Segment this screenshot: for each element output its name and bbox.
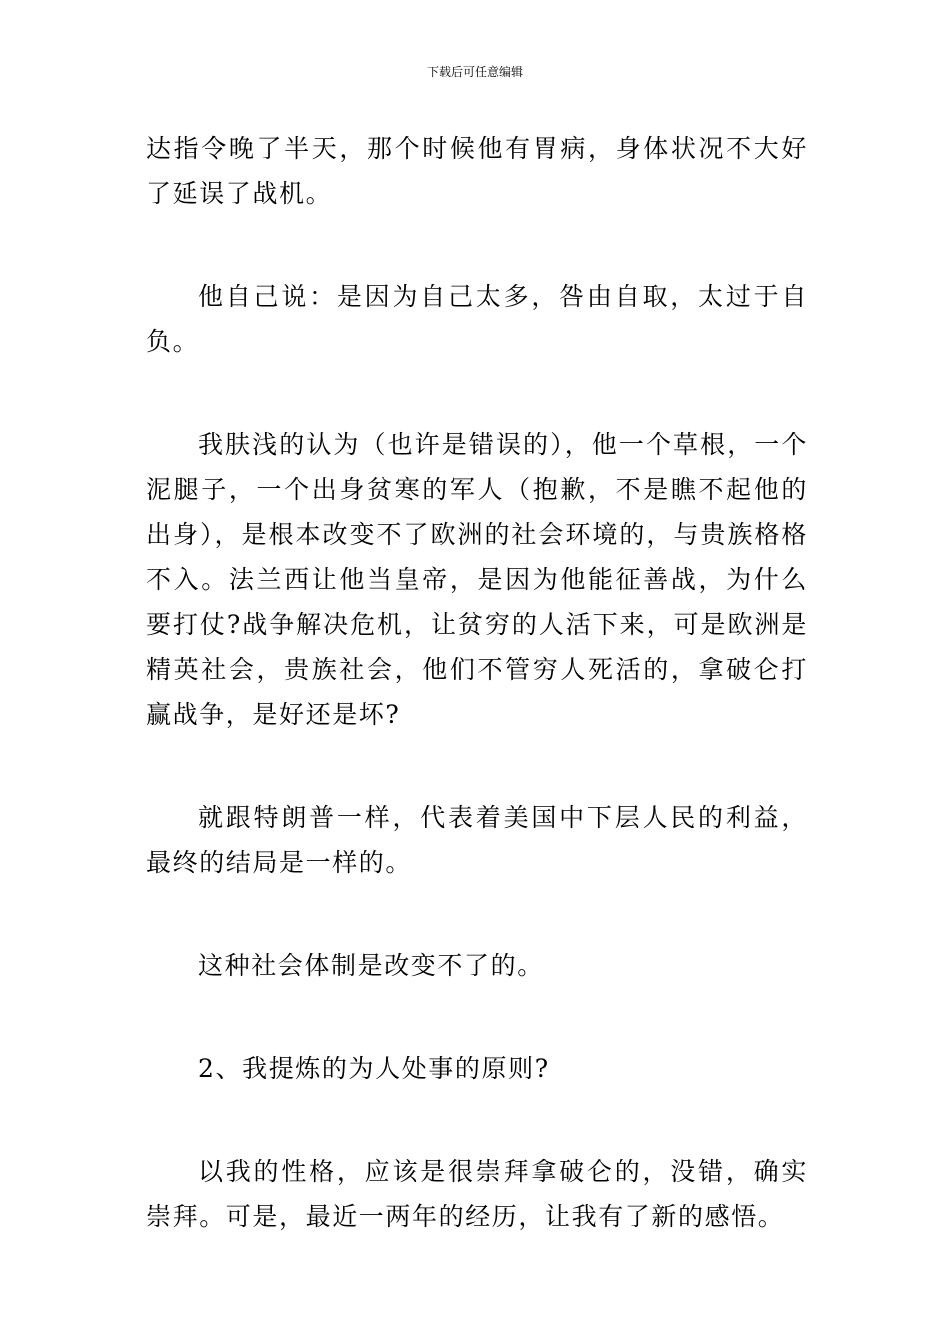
page-header: 下载后可任意编辑 <box>426 65 523 79</box>
paragraph-continuation: 达指令晚了半天，那个时候他有胃病，身体状况不大好了延误了战机。 <box>146 134 808 208</box>
section-heading: 2、我提炼的为人处事的原则? <box>198 1054 550 1083</box>
document-body <box>146 126 808 1239</box>
paragraph: 就跟特朗普一样，代表着美国中下层人民的利益，最终的结局是一样的。 <box>146 803 808 877</box>
paragraph: 我肤浅的认为（也许是错误的），他一个草根，一个泥腿子，一个出身贫寒的军人（抱歉，不是瞧不起他的出身），是根本改变不了欧洲的社会环境的，与贵族格格不入。法兰西让他当皇帝，是因为他能征善战，为什么要打仗?战争解决危机，让贫穷的人活下来，可是欧洲是精英社会，贵族社会，他们不管穷人死活的，拿破仑打赢战争，是好还是坏? <box>146 430 808 729</box>
paragraph: 他自己说：是因为自己太多，咎由自取，太过于自负。 <box>146 282 808 356</box>
paragraph: 以我的性格，应该是很崇拜拿破仑的，没错，确实崇拜。可是，最近一两年的经历，让我有了新的感悟。 <box>146 1157 808 1231</box>
paragraph: 这种社会体制是改变不了的。 <box>198 951 544 980</box>
